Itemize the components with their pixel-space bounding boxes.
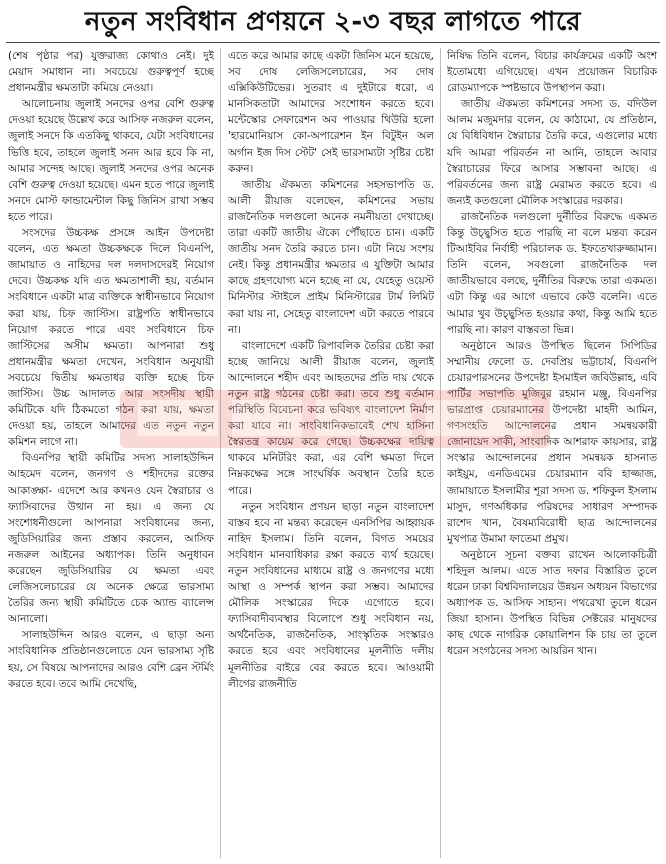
- paragraph: অনুষ্ঠানে সূচনা বক্তব্য রাখেন আলোকচিত্রী শহিদুল আলম। এতে সাত দফার বিস্তারিত তুলে ধরেন ঢাকা বিশ্ববিদ্যালয়ের উন্নয়ন অধ্যয়ন বিভাগের অধ্যাপক ড. আসিফ সাহান। পথরেখা তুলে ধরেন জিয়া হাসান। উপস্থিত বিভিন্ন সেক্টরের মানুষদের কাছ থেকে নাগরিক কোয়ালিশন কি চায় তা তুলে ধরেন সংগঠনের সদস্য আয়রিন খান।: [447, 548, 657, 658]
- article-column-3: [447, 48, 657, 858]
- paragraph: জাতীয় ঐকমত্য কমিশনের সদস্য ড. বদিউল আলম মজুমদার বলেন, যে কাঠামো, যে প্রতিষ্ঠান, যে বিধিবিধান স্বৈরাচার তৈরি করে, এগুলোর মধ্যে যদি আমরা পরিবর্তন না আনি, তাহলে আবার স্বৈরাচারের ফিরে আসার সম্ভাবনা আছে। এ পরিবর্তনের জন্য রাষ্ট্র মেরামত করতে হবে। এ জন্যই কতগুলো মৌলিক সংস্কারের দরকার।: [447, 98, 657, 207]
- paragraph: বাংলাদেশে একটি রিপাবলিক তৈরির চেষ্টা করা হচ্ছে জানিয়ে আলী রীয়াজ বলেন, জুলাই আন্দোলনে শহীদ এবং আহতদের প্রতি দায় থেকে নতুন রাষ্ট্র গঠনের চেষ্টা করা। তবে শুধু বর্তমান পরিস্থিতি বিবেচনা করে ভবিষ্যৎ বাংলাদেশ নির্মাণ করা যাবে না। সাংবিধানিকভাবেই শেখ হাসিনা স্বৈরতন্ত্র কায়েম করে গেছে। উচ্চকক্ষের দায়িত্ব থাকবে মনিটরিং করা, এর বেশি ক্ষমতা দিলে নিম্নকক্ষের সঙ্গে সাংঘর্ষিক অবস্থান তৈরি হতে পারে।: [228, 339, 434, 497]
- paragraph: বিএনপির স্থায়ী কমিটির সদস্য সালাহউদ্দিন আহমেদ বলেন, জনগণ ও শহীদদের রক্তের আকাঙ্ক্ষা- এদেশে আর কখনও যেন স্বৈরাচার ও ফ্যাসিবাদের উত্থান না হয়। এ জন্য যে সংশোধনীগুলো আপনারা সংবিধানের জন্য, জুডিসিয়ারির জন্য প্রস্তাব করলেন, আসিফ নজরুল আইনের অধ্যাপক। তিনি অনুধাবন করেছেন জুডিসিয়ারির যে ক্ষমতা এবং লেজিসলেচারের যে অনেক ক্ষেত্রে ভারসাম্য তৈরির জন্য স্থায়ী কমিটিতে চেক অ্যান্ড ব্যালেন্স আনালো।: [8, 452, 214, 626]
- paragraph: অনুষ্ঠানে আরও উপস্থিত ছিলেন সিপিডির সম্মানীয় ফেলো ড. দেবপ্রিয় ভট্টাচার্য, বিএনপি চেয়ারপারসনের উপদেষ্টা ইসমাইল জবিউল্লাহ, এবি পার্টির সভাপতি মুজিবুর রহমান মঞ্জু, বিএনপির ভারপ্রাপ্ত চেয়ারম্যানের উপদেষ্টা মাহদী আমিন, গণসংহতি আন্দোলনের প্রধান সমন্বয়কারী জোনায়েদ সাকী, সাংবাদিক আশরাফ কায়সার, রাষ্ট্র সংস্কার আন্দোলনের প্রধান সমন্বয়ক হাসনাত কাইয়ুম, এনডিএমের চেয়ারম্যান ববি হাজ্জাজ, জামায়াতে ইসলামীর শূরা সদস্য ড. শফিকুল ইসলাম মাসুদ, গণঅধিকার পরিষদের সাধারণ সম্পাদক রাশেদ খান, বৈষম্যবিরোধী ছাত্র আন্দোলনের মুখপাত্র উমামা ফাতেমা প্রমুখ।: [447, 339, 657, 545]
- column-divider: [440, 48, 441, 858]
- paragraph: নিষিদ্ধ তিনি বলেন, বিচার কার্যক্রমের একটি অংশ ইতোমধ্যে এগিয়েছে। এখন প্রয়োজন বিচারিক রোডম্যাপকে স্পষ্টভাবে উপস্থাপন করা।: [447, 50, 657, 95]
- column-divider: [220, 48, 221, 858]
- paragraph: সালাহউদ্দিন আরও বলেন, এ ছাড়া অন্য সাংবিধানিক প্রতিষ্ঠানগুলোতে যেন ভারসাম্য সৃষ্টি হয়, সে বিষয়ে আপনাদের আরও বেশি ব্রেন স্টর্মিং করতে হবে। তবে আমি দেখেছি,: [8, 629, 214, 690]
- paragraph: সংসদের উচ্চকক্ষ প্রসঙ্গে আইন উপদেষ্টা বলেন, এত ক্ষমতা উচ্চকক্ষকে দিলে বিএনপি, জামায়াত ও নাহিদের দল দলদাসদেরই নিয়োগ দেবে। উচ্চকক্ষ যদি এত ক্ষমতাশালী হয়, বর্তমান সংবিধানে একটা মাত্র ব্যক্তিকে স্বাধীনভাবে নিয়োগ করা যায়, চিফ জাস্টিস। রাষ্ট্রপতি স্বাধীনভাবে নিয়োগ করতে পারে এবং সংবিধানে চিফ জাস্টিসের অসীম ক্ষমতা। আপনারা শুধু প্রধানমন্ত্রীর ক্ষমতা দেখেন, সংবিধান অনুযায়ী সবচেয়ে দ্বিতীয় ক্ষমতাধর ব্যক্তি হচ্ছে চিফ জাস্টিস। উচ্চ আদালত আর সংসদীয় স্থায়ী কমিটিকে যদি ঠিকমতো গঠন করা যায়, ক্ষমতা দেওয়া হয়, তাহলে আমাদের এত নতুন নতুন কমিশন লাগে না।: [8, 227, 214, 449]
- article-column-1: [8, 48, 214, 858]
- paragraph: জাতীয় ঐকমত্য কমিশনের সহসভাপতি ড. আলী রীয়াজ বলেছেন, কমিশনের সভায় রাজনৈতিক দলগুলো অনেক নমনীয়তা দেখাচ্ছে। তারা একটি জাতীয় ঐক্যে পৌঁছাতে চান। একটি জাতীয় সনদ তৈরি করতে চান। এটা নিয়ে সংশয় নেই। কিন্তু প্রধানমন্ত্রীর ক্ষমতার এ যুক্তিটা আমার কাছে গ্রহণযোগ্য মনে হচ্ছে না যে, যেহেতু ওয়েস্ট মিনিস্টার স্টাইলে প্রাইম মিনিস্টারের টার্ম লিমিট করা যায় না, সেহেতু বাংলাদেশ এটা করতে পারবে না।: [228, 178, 434, 336]
- paragraph: রাজনৈতিক দলগুলো দুর্নীতির বিরুদ্ধে একমত কিন্তু উচ্ছ্বসিত হতে পারছি না বলে মন্তব্য করেন টিআইবির নির্বাহী পরিচালক ড. ইফতেখারুজ্জামান। তিনি বলেন, সবগুলো রাজনৈতিক দল জাতীয়ভাবে বলছে, দুর্নীতির বিরুদ্ধে তারা একমত। এটা কিন্তু এর আগে এভাবে কেউ বলেনি। এতে আমার খুব উচ্ছ্বসিত হওয়ার কথা, কিন্তু আমি হতে পারছি না। কারণ বাস্তবতা ভিন্ন।: [447, 210, 657, 336]
- paragraph: নতুন সংবিধান প্রণয়ন ছাড়া নতুন বাংলাদেশ বাস্তব হবে না মন্তব্য করেছেন এনসিপির আহ্বায়ক নাহিদ ইসলাম। তিনি বলেন, বিগত সময়ের সংবিধান মানবাধিকার রক্ষা করতে ব্যর্থ হয়েছে। নতুন সংবিধানের মাধ্যমে রাষ্ট্র ও জনগণের মধ্যে আস্থা ও সম্পর্ক স্থাপন করা সম্ভব। আমাদের মৌলিক সংস্কারের দিকে এগোতে হবে। ফ্যাসিবাদীব্যবস্থার বিলোপে শুধু সংবিধান নয়, অর্থনৈতিক, রাজনৈতিক, সাংস্কৃতিক সংস্কারও করতে হবে এবং সংবিধানের মূলনীতি দলীয় মূলনীতির বাইরে বের করতে হবে। আওয়ামী লীগের রাজনীতি: [228, 500, 434, 690]
- paragraph: আলোচনায় জুলাই সনদের ওপর বেশি গুরুত্ব দেওয়া হয়েছে উল্লেখ করে আসিফ নজরুল বলেন, জুলাই সনদে কি এতকিছু থাকবে, যেটা সংবিধানের ভিত্তি হবে, তাহলে জুলাই সনদ আর হবে কি না, আমার সন্দেহ আছে। জুলাই সনদের ওপর অনেক বেশি গুরুত্ব দেওয়া হয়েছে। এমন হতে পারে জুলাই সনদে মোস্ট ফান্ডামেন্টাল কিছু জিনিস রাখা সম্ভব হতে পারে।: [8, 98, 214, 223]
- headline: নতুন সংবিধান প্রণয়নে ২-৩ বছর লাগতে পারে: [84, 7, 582, 37]
- paragraph: এতে করে আমার কাছে একটা জিনিস মনে হয়েছে, সব দোষ লেজিসলেচারের, সব দোষ এক্সিকিউটিভের। সুতরাং এ দুইটারে ধরো, এ মানসিকতাটা আমাদের সংশোধন করতে হবে। মন্টেস্কোর সেফারেশন অব পাওয়ার থিউরি হলো 'হারমোনিয়াস কো-অপারেশন ইন বিটুইন অল অর্গান ইজ দিস স্টেট' সেই ভারসাম্যটা সৃষ্টির চেষ্টা করুন।: [228, 50, 434, 175]
- headline-divider: [6, 42, 660, 43]
- paragraph: (শেষ পৃষ্ঠার পর) যুক্তরাজ্য কোথাও নেই। দুই মেয়াদ সমাধান না। সবচেয়ে গুরুত্বপূর্ণ হচ্ছে প্রধানমন্ত্রীর ক্ষমতাটা কমিয়ে নেওয়া।: [8, 50, 214, 95]
- article-column-2: [228, 48, 434, 858]
